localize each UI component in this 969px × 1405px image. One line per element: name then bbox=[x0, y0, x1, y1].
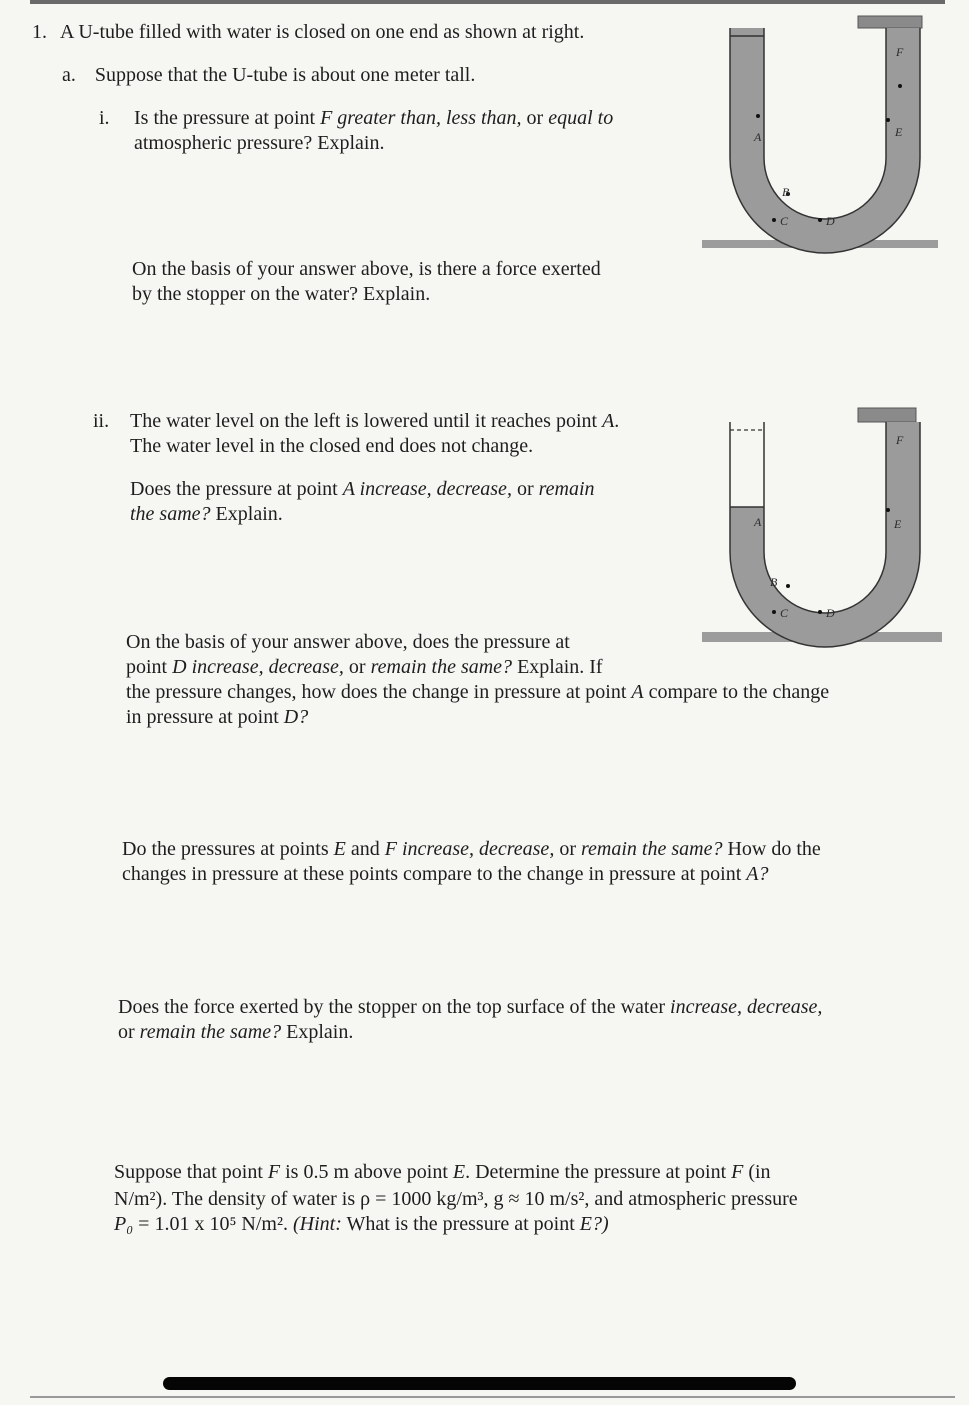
question-1 bbox=[32, 20, 584, 45]
part-i-line1: Is the pressure at point F greater than, less than, or equal to bbox=[134, 107, 614, 129]
question-number: 1. bbox=[32, 21, 47, 43]
stopper-force-line2: or remain the same? Explain. bbox=[118, 1021, 354, 1043]
label-d: D bbox=[826, 214, 835, 228]
pressure-at-d-line3: the pressure changes, how does the change in pressure at point A compare to the change bbox=[126, 681, 830, 703]
part-i-line2: atmospheric pressure? Explain. bbox=[134, 132, 385, 154]
part-a bbox=[62, 63, 475, 88]
part-ii-label: ii. bbox=[93, 410, 110, 432]
label-d: D bbox=[826, 606, 835, 620]
pressure-e-f-line2: changes in pressure at these points compare to the change in pressure at point A? bbox=[122, 863, 769, 885]
part-i-follow-line1: On the basis of your answer above, is there a force exerted bbox=[132, 258, 601, 280]
pressure-at-d-line2: point D increase, decrease, or remain the same? Explain. If bbox=[126, 656, 603, 678]
pressure-at-a-line1: Does the pressure at point A increase, decrease, or remain bbox=[130, 478, 595, 500]
pressure-f-line3: P₀ = 1.01 x 10⁵ N/m². (Hint: What is the pressure at point E?) bbox=[114, 1213, 609, 1235]
part-i-follow-line2: by the stopper on the water? Explain. bbox=[132, 283, 431, 305]
question-intro: A U-tube filled with water is closed on one end as shown at right. bbox=[60, 21, 585, 43]
label-f: F bbox=[896, 45, 904, 59]
pressure-f-line2: N/m²). The density of water is ρ = 1000 kg/m³, g ≈ 10 m/s², and atmospheric pressure bbox=[114, 1188, 798, 1210]
label-c: C bbox=[780, 214, 789, 228]
u-tube-figure-2 bbox=[700, 402, 945, 650]
pressure-e-f-line1: Do the pressures at points E and F increase, decrease, or remain the same? How do the bbox=[122, 838, 821, 860]
stopper-force-line1: Does the force exerted by the stopper on the top surface of the water increase, decrease, bbox=[118, 996, 823, 1018]
pressure-at-a-line2: the same? Explain. bbox=[130, 503, 283, 525]
label-a: A bbox=[754, 515, 762, 529]
top-rule bbox=[30, 0, 945, 4]
part-a-label: a. bbox=[62, 64, 76, 86]
part-a-text: Suppose that the U-tube is about one meter tall. bbox=[94, 64, 476, 86]
pressure-at-d-line4: in pressure at point D? bbox=[126, 706, 309, 728]
label-b: B bbox=[782, 185, 790, 199]
pressure-f-line1: Suppose that point F is 0.5 m above point E. Determine the pressure at point F (in bbox=[114, 1161, 771, 1183]
pressure-at-d-line1: On the basis of your answer above, does the pressure at bbox=[126, 631, 570, 653]
bottom-rule bbox=[30, 1396, 955, 1398]
part-ii-line2: The water level in the closed end does not change. bbox=[130, 435, 534, 457]
home-indicator[interactable] bbox=[163, 1377, 796, 1390]
label-e: E bbox=[894, 517, 902, 531]
part-i-label: i. bbox=[99, 107, 110, 129]
u-tube-figure-1 bbox=[700, 8, 940, 256]
label-f: F bbox=[896, 433, 904, 447]
part-ii-line1: The water level on the left is lowered until it reaches point A. bbox=[130, 410, 620, 432]
label-b: B bbox=[770, 575, 778, 589]
label-e: E bbox=[895, 125, 903, 139]
label-a: A bbox=[754, 130, 762, 144]
label-c: C bbox=[780, 606, 789, 620]
